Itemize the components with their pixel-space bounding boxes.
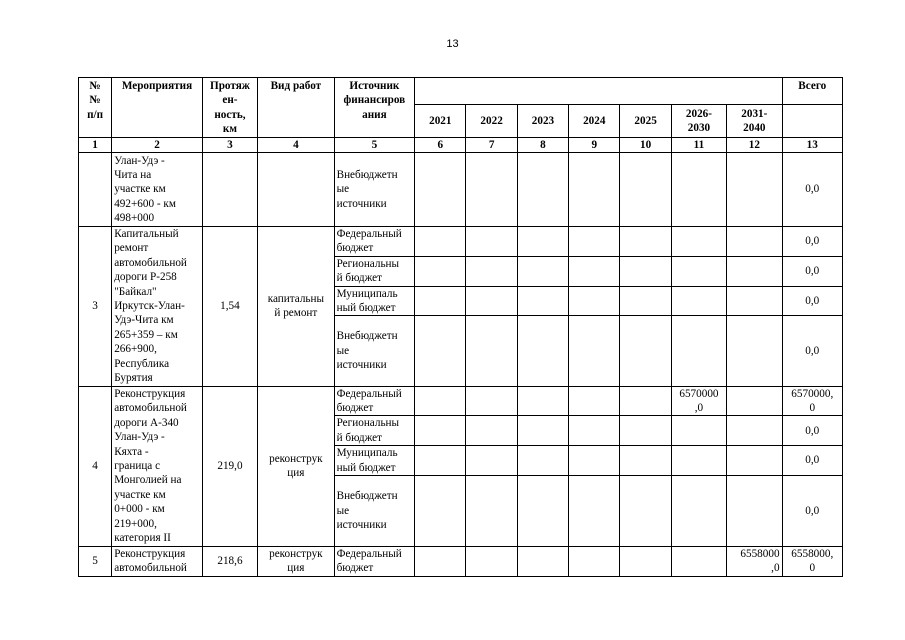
cell-value — [415, 256, 466, 286]
table-row — [79, 153, 843, 227]
cell-value — [415, 475, 466, 546]
cell-source: Муниципаль ный бюджет — [334, 446, 415, 476]
header-year: 2023 — [517, 104, 568, 137]
column-index: 8 — [517, 137, 568, 152]
cell-value — [517, 386, 568, 416]
cell-value — [569, 316, 620, 386]
cell-value — [517, 286, 568, 316]
cell-value — [620, 386, 671, 416]
cell-value — [620, 546, 671, 576]
header-year: 2026- 2030 — [671, 104, 726, 137]
cell-value — [466, 386, 517, 416]
cell-value — [466, 446, 517, 476]
cell-value — [671, 475, 726, 546]
cell-value — [517, 153, 568, 227]
column-index: 4 — [258, 137, 334, 152]
cell-value — [415, 316, 466, 386]
cell-value — [620, 475, 671, 546]
cell-value — [727, 416, 782, 446]
cell-value — [415, 227, 466, 257]
cell-value — [466, 153, 517, 227]
cell-source: Внебюджетн ые источники — [334, 316, 415, 386]
cell-work: реконструк ция — [258, 386, 334, 546]
cell-total: 0,0 — [782, 227, 842, 257]
cell-value — [569, 386, 620, 416]
cell-num — [79, 153, 112, 227]
cell-value — [466, 316, 517, 386]
cell-value — [415, 386, 466, 416]
cell-total: 0,0 — [782, 416, 842, 446]
header-years-group — [415, 78, 782, 105]
cell-source: Федеральный бюджет — [334, 227, 415, 257]
column-index: 1 — [79, 137, 112, 152]
cell-measure: Реконструкция автомобильной — [112, 546, 203, 576]
table-row — [79, 386, 843, 416]
cell-value — [671, 446, 726, 476]
cell-value — [569, 446, 620, 476]
cell-value — [466, 227, 517, 257]
cell-work — [258, 153, 334, 227]
cell-value — [620, 286, 671, 316]
cell-total: 6558000, 0 — [782, 546, 842, 576]
cell-value — [727, 286, 782, 316]
cell-value — [727, 446, 782, 476]
cell-value — [466, 475, 517, 546]
column-index: 13 — [782, 137, 842, 152]
cell-length — [202, 153, 257, 227]
header-year: 2024 — [569, 104, 620, 137]
cell-num: 3 — [79, 227, 112, 386]
cell-length: 1,54 — [202, 227, 257, 386]
header-year: 2031- 2040 — [727, 104, 782, 137]
cell-source: Региональны й бюджет — [334, 416, 415, 446]
cell-value — [727, 475, 782, 546]
cell-source: Региональны й бюджет — [334, 256, 415, 286]
cell-value-2031-2040: 6558000 ,0 — [727, 546, 782, 576]
cell-source: Внебюджетн ые источники — [334, 475, 415, 546]
cell-value — [671, 256, 726, 286]
cell-value — [569, 546, 620, 576]
cell-value — [569, 256, 620, 286]
cell-value — [671, 416, 726, 446]
cell-measure: Капитальный ремонт автомобильной дороги Р-258 "Байкал" Иркутск-Улан- Удэ-Чита км 265+359 – км 266+900, Республика Бурятия — [112, 227, 203, 386]
column-index: 2 — [112, 137, 203, 152]
cell-value — [415, 546, 466, 576]
cell-total: 0,0 — [782, 153, 842, 227]
cell-value — [569, 227, 620, 257]
financing-table — [78, 77, 843, 577]
cell-value — [569, 416, 620, 446]
cell-value — [517, 475, 568, 546]
header-year: 2022 — [466, 104, 517, 137]
column-index: 6 — [415, 137, 466, 152]
cell-value — [671, 546, 726, 576]
cell-value — [727, 227, 782, 257]
header-year: 2025 — [620, 104, 671, 137]
header-work-type: Вид работ — [258, 78, 334, 138]
cell-num: 5 — [79, 546, 112, 576]
cell-measure: Реконструкция автомобильной дороги А-340 Улан-Удэ - Кяхта - граница с Монголией на участке км 0+000 - км 219+000, категория II — [112, 386, 203, 546]
column-index: 9 — [569, 137, 620, 152]
header-num: № № п/п — [79, 78, 112, 138]
cell-value — [620, 256, 671, 286]
cell-measure: Улан-Удэ - Чита на участке км 492+600 - км 498+000 — [112, 153, 203, 227]
table-row — [79, 546, 843, 576]
header-measures: Мероприятия — [112, 78, 203, 138]
cell-value — [466, 286, 517, 316]
header-total-empty — [782, 104, 842, 137]
cell-total: 0,0 — [782, 286, 842, 316]
cell-total: 0,0 — [782, 316, 842, 386]
cell-value — [517, 416, 568, 446]
cell-work: реконструк ция — [258, 546, 334, 576]
cell-value — [517, 446, 568, 476]
header-total: Всего — [782, 78, 842, 105]
cell-value — [620, 316, 671, 386]
table-row — [79, 227, 843, 257]
cell-value — [569, 153, 620, 227]
column-index: 12 — [727, 137, 782, 152]
cell-value — [517, 546, 568, 576]
header-source: Источник финансиров ания — [334, 78, 415, 138]
cell-value — [415, 446, 466, 476]
cell-value — [620, 153, 671, 227]
cell-source: Внебюджетн ые источники — [334, 153, 415, 227]
header-length: Протяж ен- ность, км — [202, 78, 257, 138]
cell-value — [517, 256, 568, 286]
cell-total: 0,0 — [782, 475, 842, 546]
cell-total: 0,0 — [782, 446, 842, 476]
cell-value-2026-2030: 6570000 ,0 — [671, 386, 726, 416]
cell-value — [727, 153, 782, 227]
column-index: 11 — [671, 137, 726, 152]
cell-value — [671, 153, 726, 227]
column-index: 7 — [466, 137, 517, 152]
cell-value — [671, 227, 726, 257]
cell-value — [517, 227, 568, 257]
cell-length: 218,6 — [202, 546, 257, 576]
cell-work: капитальны й ремонт — [258, 227, 334, 386]
cell-value — [727, 386, 782, 416]
cell-value — [620, 416, 671, 446]
header-row-top — [79, 78, 843, 105]
cell-value — [569, 286, 620, 316]
cell-value — [466, 256, 517, 286]
cell-total: 6570000, 0 — [782, 386, 842, 416]
cell-value — [569, 475, 620, 546]
column-index: 10 — [620, 137, 671, 152]
page-number: 13 — [446, 38, 459, 50]
cell-value — [671, 316, 726, 386]
cell-value — [517, 316, 568, 386]
cell-value — [620, 227, 671, 257]
cell-value — [727, 256, 782, 286]
column-index: 5 — [334, 137, 415, 152]
cell-value — [415, 416, 466, 446]
cell-total: 0,0 — [782, 256, 842, 286]
column-index: 3 — [202, 137, 257, 152]
header-year: 2021 — [415, 104, 466, 137]
cell-value — [671, 286, 726, 316]
cell-num: 4 — [79, 386, 112, 546]
cell-value — [727, 316, 782, 386]
cell-value — [620, 446, 671, 476]
column-index-row — [79, 137, 843, 152]
cell-source: Муниципаль ный бюджет — [334, 286, 415, 316]
cell-source: Федеральный бюджет — [334, 386, 415, 416]
cell-value — [415, 153, 466, 227]
cell-value — [415, 286, 466, 316]
cell-value — [466, 546, 517, 576]
cell-value — [466, 416, 517, 446]
cell-length: 219,0 — [202, 386, 257, 546]
cell-source: Федеральный бюджет — [334, 546, 415, 576]
